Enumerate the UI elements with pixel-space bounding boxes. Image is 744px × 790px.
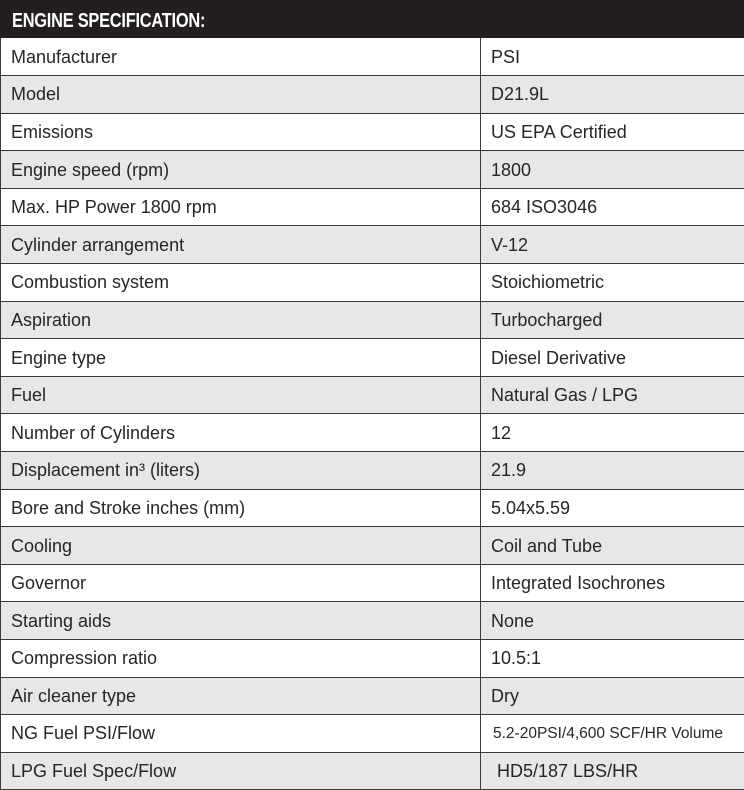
spec-label: Max. HP Power 1800 rpm (1, 188, 481, 226)
spec-label: Displacement in³ (liters) (1, 452, 481, 490)
spec-value: Diesel Derivative (481, 339, 744, 377)
spec-label: Bore and Stroke inches (mm) (1, 489, 481, 527)
spec-value: 1800 (481, 151, 744, 189)
spec-label: Aspiration (1, 301, 481, 339)
spec-value: Coil and Tube (481, 527, 744, 565)
spec-label: Number of Cylinders (1, 414, 481, 452)
table-row (1, 752, 744, 790)
spec-label: Engine speed (rpm) (1, 151, 481, 189)
spec-value: 12 (481, 414, 744, 452)
spec-value: Dry (481, 677, 744, 715)
spec-label: Air cleaner type (1, 677, 481, 715)
spec-value: 10.5:1 (481, 640, 744, 678)
spec-value: D21.9L (481, 76, 744, 114)
spec-label: Starting aids (1, 602, 481, 640)
table-row (1, 339, 744, 377)
spec-value: 21.9 (481, 452, 744, 490)
table-row (1, 527, 744, 565)
spec-value: 5.04x5.59 (481, 489, 744, 527)
spec-label: Governor (1, 564, 481, 602)
spec-label: Fuel (1, 376, 481, 414)
table-row (1, 452, 744, 490)
spec-label: Manufacturer (1, 38, 481, 76)
table-row (1, 151, 744, 189)
table-row (1, 640, 744, 678)
table-row (1, 38, 744, 76)
spec-value: HD5/187 LBS/HR (481, 752, 744, 790)
spec-table (0, 38, 744, 790)
table-row (1, 113, 744, 151)
table-row (1, 564, 744, 602)
spec-value: Turbocharged (481, 301, 744, 339)
table-row (1, 301, 744, 339)
spec-label: Cylinder arrangement (1, 226, 481, 264)
spec-value: 684 ISO3046 (481, 188, 744, 226)
spec-value: None (481, 602, 744, 640)
table-row (1, 226, 744, 264)
spec-label: Combustion system (1, 264, 481, 302)
table-row (1, 376, 744, 414)
table-row (1, 414, 744, 452)
spec-value: Integrated Isochrones (481, 564, 744, 602)
spec-header (0, 0, 744, 38)
spec-value: Natural Gas / LPG (481, 376, 744, 414)
spec-label: Emissions (1, 113, 481, 151)
spec-title: ENGINE SPECIFICATION: (12, 10, 206, 32)
spec-value: PSI (481, 38, 744, 76)
spec-label: NG Fuel PSI/Flow (1, 715, 481, 753)
spec-label: Cooling (1, 527, 481, 565)
spec-value: Stoichiometric (481, 264, 744, 302)
spec-value: 5.2-20PSI/4,600 SCF/HR Volume (481, 715, 744, 753)
spec-label: Model (1, 76, 481, 114)
spec-label: Engine type (1, 339, 481, 377)
table-row (1, 264, 744, 302)
table-row (1, 677, 744, 715)
table-row (1, 489, 744, 527)
table-row (1, 76, 744, 114)
table-row (1, 188, 744, 226)
spec-label: Compression ratio (1, 640, 481, 678)
spec-value: US EPA Certified (481, 113, 744, 151)
spec-label: LPG Fuel Spec/Flow (1, 752, 481, 790)
spec-value: V-12 (481, 226, 744, 264)
table-row (1, 602, 744, 640)
table-row (1, 715, 744, 753)
